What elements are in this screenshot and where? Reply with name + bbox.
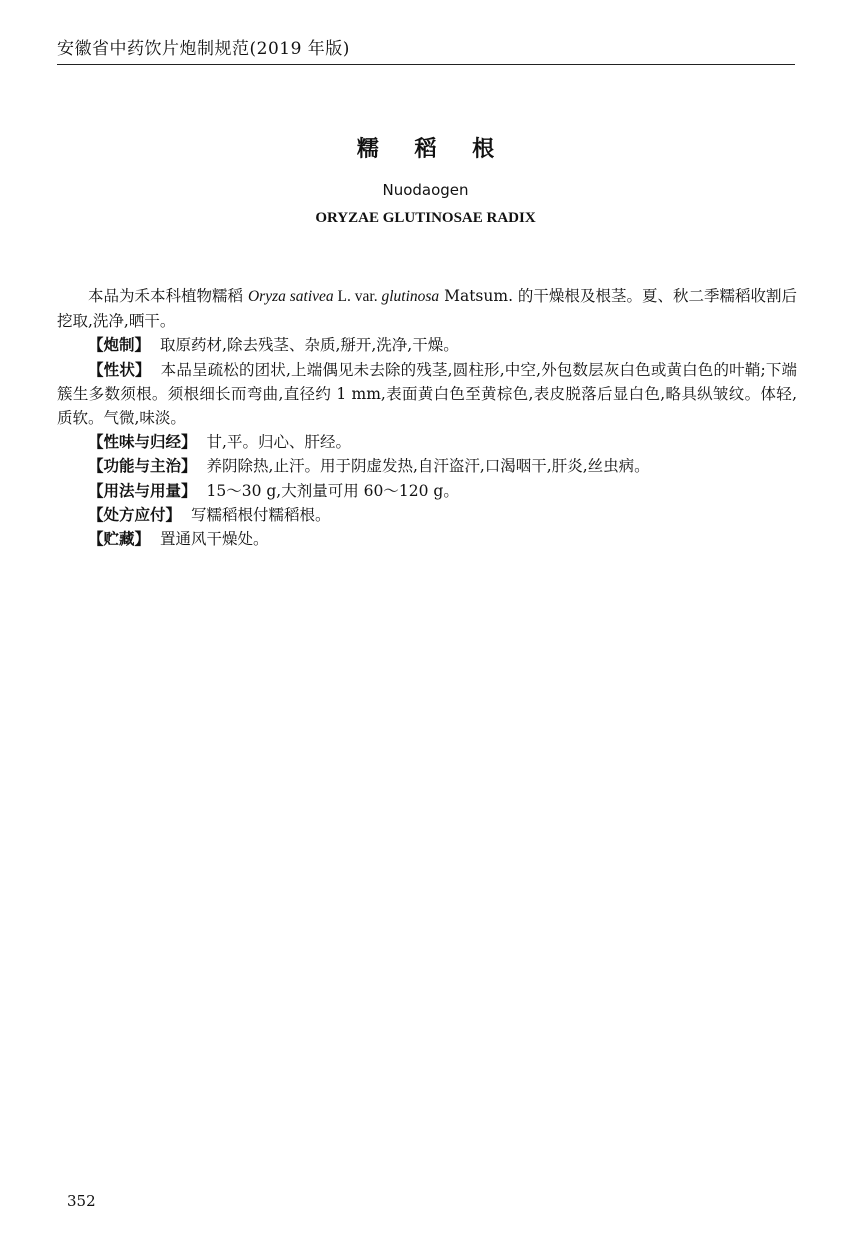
variety-name: glutinosa (381, 288, 440, 305)
section-label: 【处方应付】 (88, 505, 182, 524)
running-header: 安徽省中药饮片炮制规范(2019 年版) (57, 39, 350, 59)
header-rule (57, 64, 795, 65)
section-text: 甘,平。归心、肝经。 (206, 433, 351, 452)
section-description (57, 358, 797, 431)
section-text: 养阴除热,止汗。用于阴虚发热,自汗盗汗,口渴咽干,肝炎,丝虫病。 (206, 457, 650, 476)
entry-body (57, 284, 797, 551)
intro-text-1: 本品为禾本科植物糯稻 (88, 287, 248, 305)
section-text: 本品呈疏松的团状,上端偶见未去除的残茎,圆柱形,中空,外包数层灰白色或黄白色的叶鞘;下端簇生多数须根。须根细长而弯曲,直径约 1 mm,表面黄白色至黄棕色,表皮脱落后显白色,略具纵皱纹。体轻,质软。气微,味淡。 (57, 360, 797, 428)
section-text: 写糯稻根付糯稻根。 (191, 505, 331, 524)
entry-title: 糯 稻 根 (356, 137, 509, 162)
section-label: 【功能与主治】 (88, 457, 197, 476)
intro-text-3: Matsum. 的干燥根及根茎。夏、秋二季糯稻收割后挖取,洗净,晒干。 (57, 287, 797, 331)
species-name: Oryza sativea (247, 288, 334, 305)
section-nature-meridian (57, 430, 797, 454)
entry-latin-name: ORYZAE GLUTINOSAE RADIX (315, 210, 536, 226)
page-number: 352 (67, 1192, 96, 1210)
section-text: 取原药材,除去残茎、杂质,掰开,洗净,干燥。 (160, 336, 459, 355)
intro-text-2: L. var. (333, 288, 382, 305)
section-storage (57, 527, 797, 551)
entry-pinyin: Nuodaogen (382, 181, 469, 199)
section-label: 【用法与用量】 (88, 481, 197, 500)
section-label: 【性味与归经】 (88, 433, 197, 452)
section-processing (57, 333, 797, 357)
section-text: 置通风干燥处。 (160, 530, 269, 549)
section-text: 15～30 g,大剂量可用 60～120 g。 (206, 481, 459, 500)
intro-paragraph (57, 284, 797, 333)
section-label: 【贮藏】 (88, 530, 151, 549)
section-prescription (57, 503, 797, 527)
section-label: 【性状】 (88, 360, 151, 379)
section-label: 【炮制】 (88, 336, 151, 355)
section-usage-dosage (57, 479, 797, 503)
section-function-indication (57, 454, 797, 478)
